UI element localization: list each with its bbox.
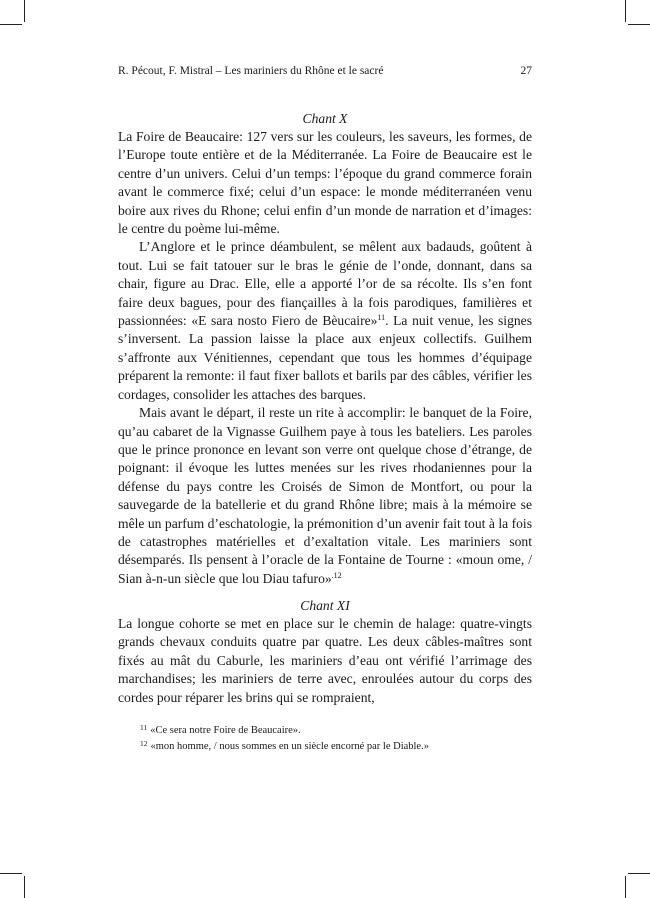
footnotes bbox=[140, 723, 532, 754]
crop-mark bbox=[24, 876, 25, 898]
running-head bbox=[118, 65, 532, 77]
footnote-11 bbox=[140, 723, 532, 739]
paragraph-text: . La nuit venue, les signes s’inversent. La passion laisse la place aux enjeux collectifs. Guilhem s’affronte aux Vénitiennes, cependant que tous les hommes d’équipage préparent la remonte: il faut fixer ballots et barils par des câbles, vérifier les cordages, consolider les attaches des barques. bbox=[118, 313, 532, 402]
footnote-text: «mon homme, / nous sommes en un siècle encorné par le Diable.» bbox=[150, 740, 429, 752]
chant-xi-heading: Chant XI bbox=[300, 598, 350, 613]
chant-x-section bbox=[118, 110, 532, 588]
chant-xi-section bbox=[118, 597, 532, 707]
footnote-ref-11[interactable]: 11 bbox=[377, 313, 386, 323]
crop-mark bbox=[628, 873, 650, 874]
paragraph-text: Mais avant le départ, il reste un rite à accomplir: le banquet de la Foire, qu’au cabaret de la Vignasse Guilhem paye à tous les bateliers. Les paroles que le prince prononce en levant son verre ont quelque chose d’étrange, de poignant: il évoque les luttes menées sur les rives rhodaniennes pour la défense du pays contre les Croisés de Simon de Montfort, ou pour la sauvegarde de la batellerie et du grand Rhône libre; mais à la mémoire se mêle un parfum d’eschatologie, la prémonition d’un avenir fait tout à la fois de catastrophes matérielles et d’exaltation vitale. Les mariniers sont désemparés. Ils pensent à l’oracle de la Fontaine de Tourne : «moun ome, / Sian à-n-un siècle que lou Diau tafuro» bbox=[118, 405, 532, 586]
chant-x-heading: Chant X bbox=[302, 111, 348, 126]
crop-mark bbox=[625, 876, 626, 898]
crop-mark bbox=[0, 24, 22, 25]
footnote-ref-12[interactable]: .12 bbox=[331, 570, 342, 580]
chant-x-paragraph-2 bbox=[118, 238, 532, 404]
chant-x-paragraph-3 bbox=[118, 404, 532, 588]
crop-mark bbox=[0, 873, 22, 874]
crop-mark bbox=[625, 0, 626, 22]
page-number: 27 bbox=[520, 65, 532, 77]
footnote-text: «Ce sera notre Foire de Beaucaire». bbox=[150, 725, 301, 736]
footnote-number: 11 bbox=[140, 723, 148, 732]
footnote-12 bbox=[140, 739, 532, 755]
crop-mark bbox=[24, 0, 25, 22]
running-title: R. Pécout, F. Mistral – Les mariniers du Rhône et le sacré bbox=[118, 65, 384, 77]
crop-mark bbox=[628, 24, 650, 25]
paragraph-text: L’Anglore et le prince déambulent, se mêlent aux badauds, goûtent à tout. Lui se fait tatouer sur le bras le génie de l’onde, donnant, dans sa chair, figure au Drac. Elle, elle a apporté l’or de sa récolte. Ils s’en font faire deux bagues, pour des fiançailles à la fois parodiques, familières et passionnées: «E sara nosto Fiero de Bèucaire» bbox=[118, 239, 532, 329]
chant-x-paragraph-1: La Foire de Beaucaire: 127 vers sur les couleurs, les saveurs, les formes, de l’Europe toute entière et de la Méditerranée. La Foire de Beaucaire est le centre d’un univers. Celui d’un temps: l’époque du grand commerce forain avant le commerce fixé; celui d’un espace: le monde méditerranéen venu boire aux rives du Rhone; celui enfin d’un monde de narration et d’images: le centre du poème lui-même. bbox=[118, 129, 532, 237]
chant-xi-paragraph-1: La longue cohorte se met en place sur le chemin de halage: quatre-vingts grands chevaux conduits quatre par quatre. Les deux câbles-maîtres sont fixés au mât du Caburle, les mariniers d’eau ont vérifié l’arrimage des marchandises; les mariniers de terre avec, enroulées autour du corps des cordes pour réparer les brins qui se rompraient, bbox=[118, 616, 532, 705]
footnote-number: 12 bbox=[140, 738, 148, 748]
